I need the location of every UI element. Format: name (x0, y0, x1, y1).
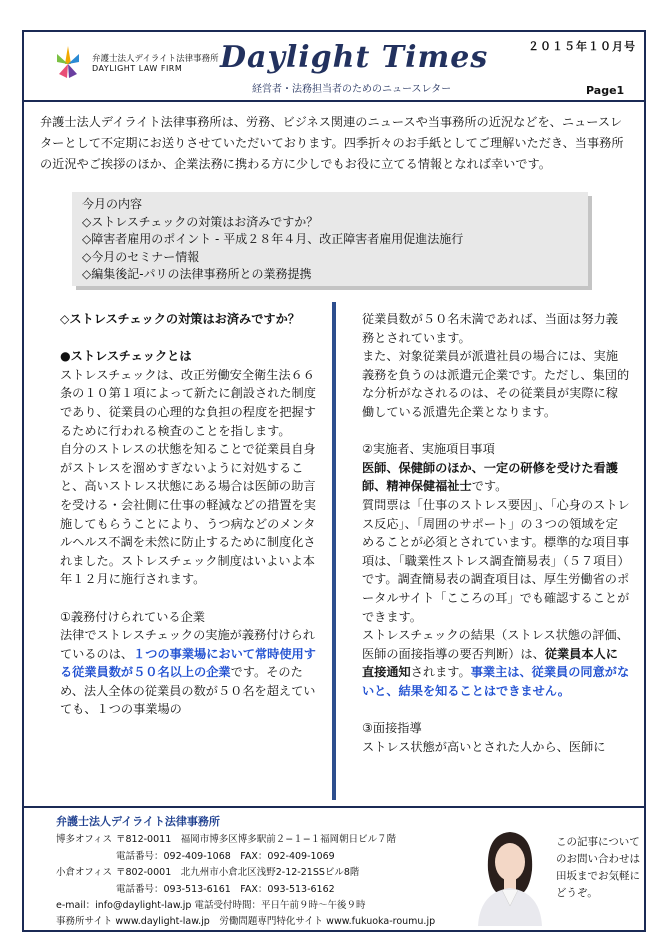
section-title: ●ストレスチェックとは (60, 349, 192, 364)
firm-name-jp: 弁護士法人デイライト法律事務所 (92, 54, 219, 64)
firm-name-en: DAYLIGHT LAW FIRM (92, 64, 183, 73)
footer (56, 814, 435, 931)
bold-text: 従業員本人に直接通知 (362, 646, 618, 680)
footer-firm-name: 弁護士法人デイライト法律事務所 (56, 815, 220, 828)
subsection-title: ③面接指導 (362, 721, 422, 736)
subsection-title: ②実施者、実施項目事項 (362, 442, 495, 457)
contents-box (72, 192, 588, 286)
paragraph: ストレスチェックは、改正労働安全衛生法６６条の１０第１項によって新たに創設された制度であり、従業員の心理的な負担の程度を把握するために行われる検査のことを指します。 (60, 367, 316, 438)
paragraph: 質問票は「仕事のストレス要因」、「心身のストレス反応」、「周囲のサポート」の３つの領域を定めることが必須とされています。標準的な項目事項は、「職業性ストレス調査簡易表」（５７項目）です。調査簡易表の調査項目は、厚生労働省のポータルサイト「こころの耳」でも確認することができます。 (362, 497, 630, 624)
office-kokura (56, 865, 435, 881)
office-label: 博多オフィス (56, 834, 112, 846)
highlight-text: 事業主は、従業員の同意がないと、結果を知ることはできません。 (362, 665, 630, 698)
office-address: 〒812-0011 福岡市博多区博多駅前２−１−１福岡朝日ビル７階 (116, 834, 397, 846)
right-column (362, 310, 630, 756)
article-heading: ◇ストレスチェックの対策はお済みですか？ (60, 312, 300, 326)
contact-note: この記事についてのお問い合わせは田坂までお気軽にどうぞ。 (556, 836, 640, 899)
author-photo (470, 820, 550, 926)
office-phone: 電話番号：093-513-6161 FAX：093-513-6162 (116, 883, 335, 895)
office-address: 〒802-0001 北九州市小倉北区浅野2-12-21SSビル8階 (116, 867, 360, 879)
highlight-text: １つの事業場において常時使用する従業員数が５０名以上の企業 (60, 646, 316, 680)
text: ストレスチェックの結果（ストレス状態の評価、医師の面接指導の要否判断）は、 (362, 628, 629, 661)
newsletter-title: Daylight Times (220, 40, 489, 75)
contents-item: ◇今月のセミナー情報 (82, 249, 200, 264)
email-line: e-mail：info@daylight-law.jp 電話受付時間：平日午前９時〜午後９時 (56, 900, 366, 912)
newsletter-subtitle: 経営者・法務担当者のためのニュースレター (252, 84, 452, 95)
page-number: Page1 (586, 84, 625, 97)
office-label: 小倉オフィス (56, 867, 112, 879)
left-column (60, 310, 322, 719)
paragraph: ストレス状態が高いとされた人から、医師に (362, 739, 606, 754)
paragraph (362, 459, 630, 496)
column-divider (332, 302, 336, 800)
contents-item: ◇障害者雇用のポイント - 平成２８年４月、改正障害者雇用促進法施行 (82, 232, 464, 246)
contents-item: ◇編集後記-パリの法律事務所との業務提携 (82, 267, 312, 281)
bold-text: 医師、保健師のほか、一定の研修を受けた看護師、精神保健福祉士 (362, 460, 618, 494)
paragraph (362, 626, 630, 700)
paragraph: また、対象従業員が派遣社員の場合には、実施義務を負うのは派遣元企業です。ただし、集団的な分析がなされるのは、その従業員が実際に稼働している派遣先企業となります。 (362, 349, 630, 419)
paragraph: 従業員数が５０名未満であれば、当面は努力義務とされています。 (362, 312, 618, 345)
office-phone: 電話番号：092-409-1068 FAX：092-409-1069 (116, 850, 335, 862)
intro-paragraph: 弁護士法人デイライト法律事務所は、労務、ビジネス関連のニュースや当事務所の近況などを、ニュースレターとして不定期にお送りさせていただいております。四季折々のお手紙としてご理解いただき、当事務所の近況やご挨拶のほか、企業法務に携わる方に少しでもお役に立てる情報となれば幸いです。 (40, 115, 624, 171)
website-line: 事務所サイト www.daylight-law.jp 労働問題専門特化サイト www.fukuoka-roumu.jp (56, 916, 436, 928)
contents-title: 今月の内容 (82, 197, 143, 211)
issue-date: ２０１５年１０月号 (528, 40, 636, 53)
text: 法律でストレスチェックの実施が義務付けられているのは、 (60, 628, 315, 661)
subsection-title: ①義務付けられている企業 (60, 609, 205, 624)
firm-logo (55, 44, 81, 84)
paragraph (60, 626, 322, 719)
text: です。 (471, 479, 508, 494)
paragraph: 自分のストレスの状態を知ることで従業員自身がストレスを溜めすぎないように対処すること、高いストレス状態にある場合は医師の助言を受ける・会社側に仕事の軽減などの措置を実施してもらうことにより、うつ病などのメンタルヘルス不調を未然に防止するために制度化されました。ストレスチェック制度はいよいよ本年１２月に施行されます。 (60, 442, 316, 587)
office-hakata (56, 832, 435, 848)
text: されます。 (410, 665, 471, 680)
contents-item: ◇ストレスチェックの対策はお済みですか？ (82, 214, 319, 229)
footer-divider (22, 806, 646, 808)
text: です。そのため、法人全体の従業員の数が５０名を超えていても、１つの事業場の (60, 665, 316, 717)
